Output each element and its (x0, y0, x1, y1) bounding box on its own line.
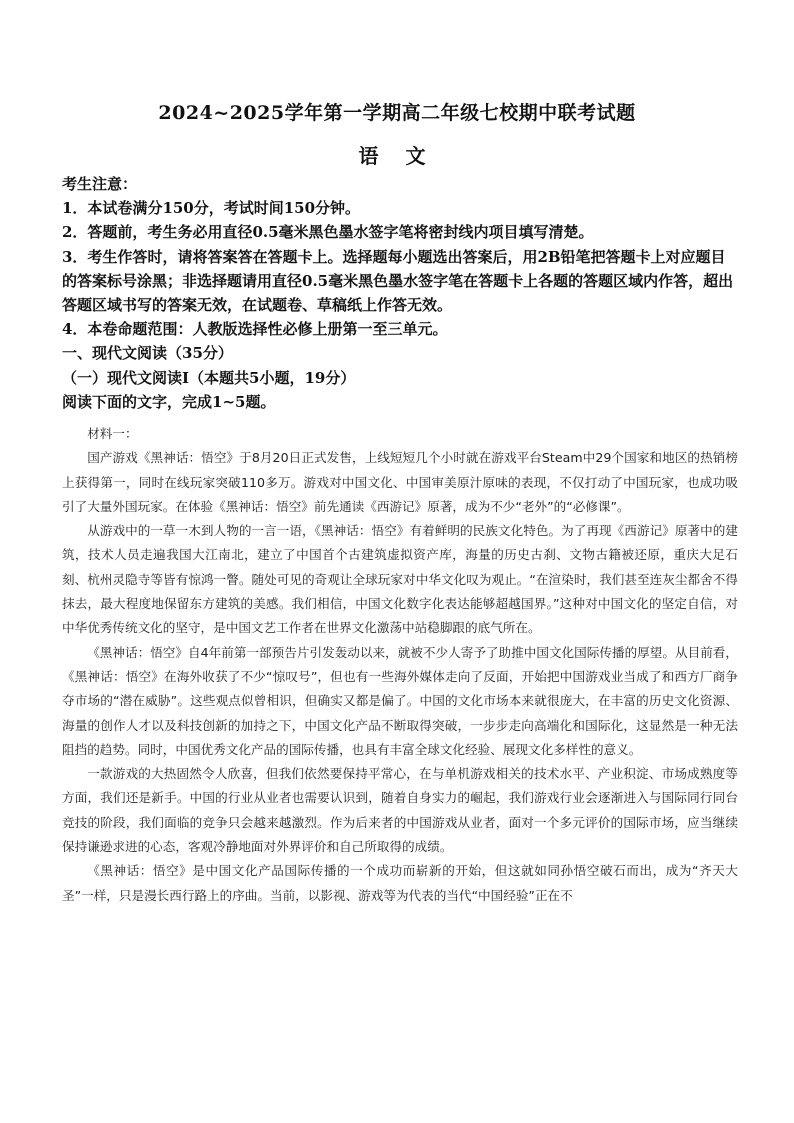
notice-item-2: 2．答题前，考生务必用直径0.5毫米黑色墨水签字笔将密封线内项目填写清楚。 (62, 223, 594, 242)
material-label: 材料一： (87, 426, 138, 441)
notice-item-1: 1．本试卷满分150分，考试时间150分钟。 (62, 199, 361, 218)
notice-item-3: 3．考生作答时，请将答案答在答题卡上。选择题每小题选出答案后，用2B铅笔把答题卡上对应题目的答案标号涂黑；非选择题请用直径0.5毫米黑色墨水签字笔在答题卡上各题的答题区域内作答，超出答题区域书写的答案无效，在试题卷、草稿纸上作答无效。 (62, 247, 734, 315)
article-paragraph-2: 从游戏中的一草一木到人物的一言一语，《黑神话：悟空》有着鲜明的民族文化特色。为了再现《西游记》原著中的建筑，技术人员走遍我国大江南北，建立了中国首个古建筑虚拟资产库，海量的历史古刹、文物古籍被还原，重庆大足石刻、杭州灵隐寺等皆有惊鸿一瞥。随处可见的奇观让全球玩家对中华文化叹为观止。“在渲染时，我们甚至连灰尘都舍不得抹去，最大程度地保留东方建筑的美感。我们相信，中国文化数字化表达能够超越国界。”这种对中国文化的坚定自信，对中华优秀传统文化的坚守，是中国文艺工作者在世界文化激荡中站稳脚跟的底气所在。 (62, 523, 738, 636)
article-paragraph-5: 《黑神话：悟空》是中国文化产品国际传播的一个成功而崭新的开始，但这就如同孙悟空破石而出，成为“齐天大圣”一样，只是漫长西行路上的序曲。当前，以影视、游戏等为代表的当代“中国经验”正在不 (62, 863, 738, 903)
article-paragraph-1: 国产游戏《黑神话：悟空》于8月20日正式发售，上线短短几个小时就在游戏平台Steam中29个国家和地区的热销榜上获得第一，同时在线玩家突破110多万。游戏对中国文化、中国审美原汁原味的表现，不仅打动了中国玩家，也成功吸引了大量外国玩家。在体验《黑神话：悟空》前先通读《西游记》原著，成为不少“老外”的“必修课”。 (62, 450, 738, 514)
reading-material (62, 422, 738, 908)
article-paragraph-4: 一款游戏的大热固然令人欣喜，但我们依然要保持平常心，在与单机游戏相关的技术水平、产业积淀、市场成熟度等方面，我们还是新手。中国的行业从业者也需要认识到，随着自身实力的崛起，我们游戏行业会逐渐进入与国际同行同台竞技的阶段，我们面临的竞争只会越来越激烈。作为后来者的中国游戏从业者，面对一个多元评价的国际市场，应当继续保持谦逊求进的心态，客观冷静地面对外界评价和自己所取得的成绩。 (62, 766, 738, 855)
exam-title: 2024~2025学年第一学期高二年级七校期中联考试题 (158, 102, 636, 124)
section-heading: 一、现代文阅读（35分） (62, 344, 233, 363)
exam-notice (62, 172, 738, 414)
subject-title: 语 文 (358, 144, 436, 168)
article-paragraph-3: 《黑神话：悟空》自4年前第一部预告片引发轰动以来，就被不少人寄予了助推中国文化国际传播的厚望。从目前看，《黑神话：悟空》在海外收获了不少“惊叹号”，但也有一些海外媒体走向了反面，开始把中国游戏业当成了和西方厂商争夺市场的“潜在威胁”。这些观点似曾相识，但确实又都是偏了。中国的文化市场本来就很庞大，在丰富的历史文化资源、海量的创作人才以及科技创新的加持之下，中国文化产品不断取得突破，一步步走向高端化和国际化，这显然是一种无法阻挡的趋势。同时，中国优秀文化产品的国际传播，也具有丰富全球文化经验、展现文化多样性的意义。 (62, 644, 738, 757)
notice-item-4: 4．本卷命题范围：人教版选择性必修上册第一至三单元。 (62, 320, 448, 339)
notice-heading: 考生注意： (62, 175, 138, 193)
reading-instruction: 阅读下面的文字，完成1~5题。 (62, 392, 276, 411)
subsection-heading: （一）现代文阅读I（本题共5小题，19分） (62, 368, 356, 387)
